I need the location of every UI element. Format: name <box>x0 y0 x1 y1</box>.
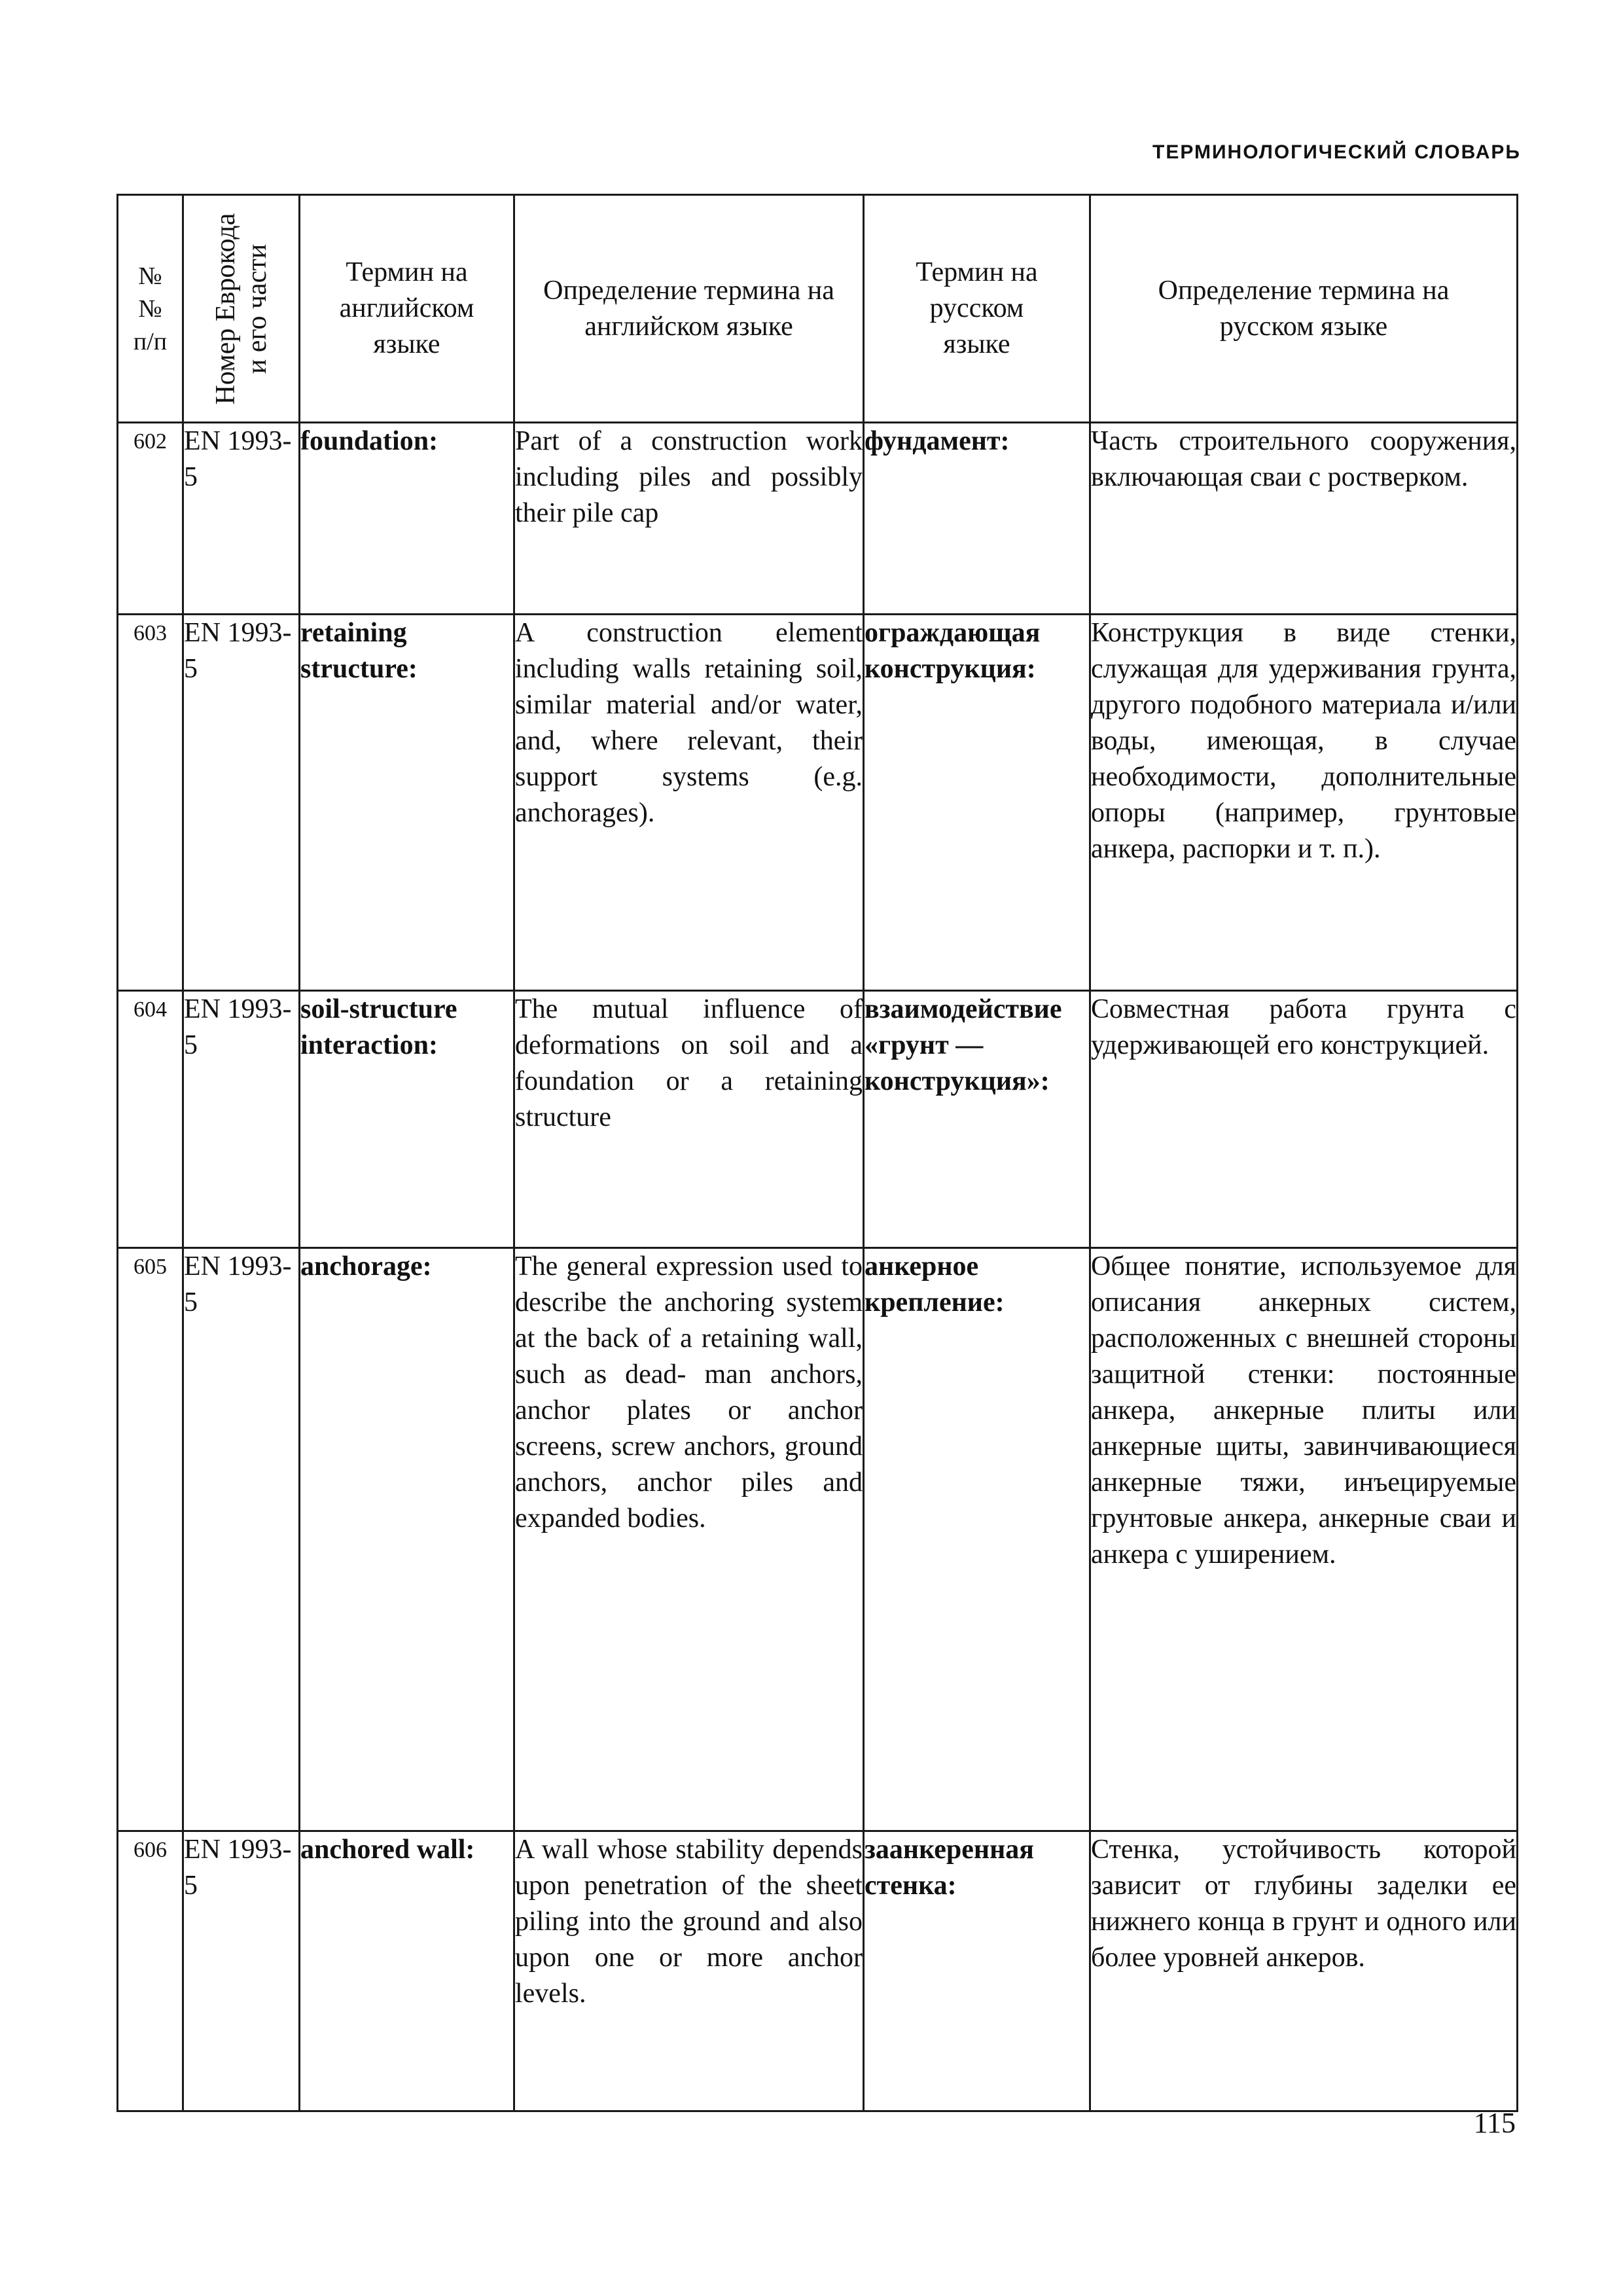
term-en: retaining structure: <box>300 615 514 991</box>
definition-ru: Конструкция в виде стенки, служащая для удерживания грунта, другого подобного материала и/или воды, имеющая, в случае необходимости, дополнительные опоры (например, грунтовые анкера, распорки и т. п.). <box>1090 615 1518 991</box>
eurocode-ref: EN 1993-5 <box>183 1831 300 2111</box>
definition-en: A construction element including walls retaining soil, similar material and/or water, and, where relevant, their support systems (e.g. anchorages). <box>514 615 864 991</box>
table-row <box>118 1248 1518 1831</box>
definition-ru: Стенка, устойчивость которой зависит от глубины заделки ее нижнего конца в грунт и одного или более уровней анкеров. <box>1090 1831 1518 2111</box>
term-ru: фундамент: <box>864 423 1090 615</box>
header-term-ru: Термин на русском языке <box>864 195 1090 423</box>
definition-en: The mutual influence of deformations on soil and a foundation or a retaining structure <box>514 991 864 1248</box>
definition-ru: Часть строительного сооружения, включающая сваи с ростверком. <box>1090 423 1518 615</box>
term-ru: ограждающая конструкция: <box>864 615 1090 991</box>
row-number: 604 <box>118 991 183 1248</box>
row-number: 606 <box>118 1831 183 2111</box>
term-ru: анкерное крепление: <box>864 1248 1090 1831</box>
table-header-row <box>118 195 1518 423</box>
eurocode-ref: EN 1993-5 <box>183 423 300 615</box>
table-row <box>118 615 1518 991</box>
header-def-ru: Определение термина на русском языке <box>1090 195 1518 423</box>
row-number: 602 <box>118 423 183 615</box>
definition-en: The general expression used to describe the anchoring system at the back of a retaining wall, such as dead- man anchors, anchor plates or anchor screens, screw anchors, ground anchors, anchor piles and expanded bodies. <box>514 1248 864 1831</box>
eurocode-ref: EN 1993-5 <box>183 991 300 1248</box>
definition-en: Part of a construction work including piles and possibly their pile cap <box>514 423 864 615</box>
header-def-en: Определение термина на английском языке <box>514 195 864 423</box>
term-ru: заанкеренная стенка: <box>864 1831 1090 2111</box>
term-en: soil-structure interaction: <box>300 991 514 1248</box>
running-head: ТЕРМИНОЛОГИЧЕСКИЙ СЛОВАРЬ <box>1152 141 1521 163</box>
header-term-en: Термин на английском языке <box>300 195 514 423</box>
table-row <box>118 1831 1518 2111</box>
row-number: 603 <box>118 615 183 991</box>
eurocode-ref: EN 1993-5 <box>183 615 300 991</box>
glossary-table <box>116 194 1518 2112</box>
page-number: 115 <box>1473 2107 1516 2139</box>
table-row <box>118 991 1518 1248</box>
term-en: foundation: <box>300 423 514 615</box>
header-num: №№ п/п <box>118 195 183 423</box>
header-eurocode: Номер Еврокода и его части <box>183 195 300 423</box>
term-ru: взаимодействие «грунт — конструкция»: <box>864 991 1090 1248</box>
table-row <box>118 423 1518 615</box>
definition-ru: Общее понятие, используемое для описания анкерных систем, расположенных с внешней стороны защитной стенки: постоянные анкера, анкерные плиты или анкерные щиты, завинчивающиеся анкерные тяжи, инъецируемые грунтовые анкера, анкерные сваи и анкера с уширением. <box>1090 1248 1518 1831</box>
definition-ru: Совместная работа грунта с удерживающей его конструкцией. <box>1090 991 1518 1248</box>
term-en: anchorage: <box>300 1248 514 1831</box>
eurocode-ref: EN 1993-5 <box>183 1248 300 1831</box>
row-number: 605 <box>118 1248 183 1831</box>
term-en: anchored wall: <box>300 1831 514 2111</box>
definition-en: A wall whose stability depends upon penetration of the sheet piling into the ground and also upon one or more anchor levels. <box>514 1831 864 2111</box>
